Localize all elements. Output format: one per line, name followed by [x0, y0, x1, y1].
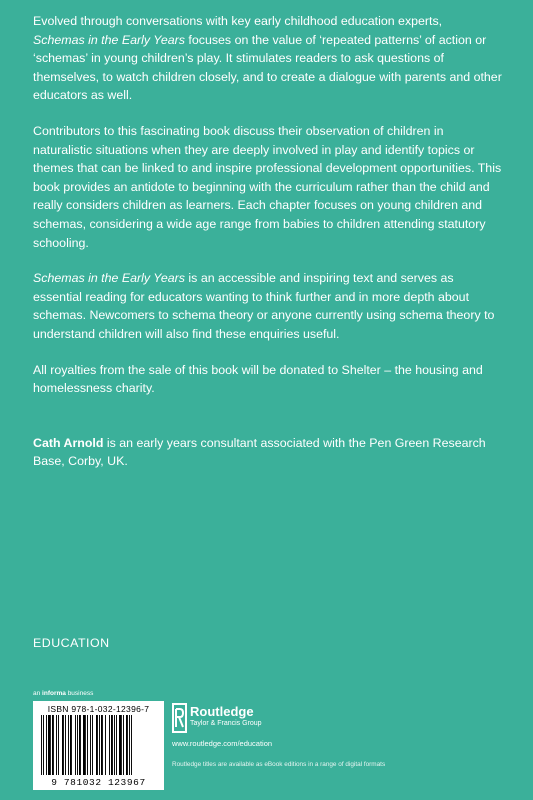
barcode-icon: [39, 715, 158, 775]
book-title: Schemas in the Early Years: [33, 32, 185, 47]
blurb-paragraph-1: Evolved through conversations with key early childhood education experts, Schemas in the Early Years focuses on the value of ‘repeated patterns’ of action or ‘schemas’ in young children’s play. It stimulates readers to ask questions of themselves, to watch children closely, and to create a dialogue with parents and other educators as well.: [33, 14, 502, 103]
routledge-r-icon: [172, 703, 187, 733]
author-bio: Cath Arnold is an early years consultant associated with the Pen Green Research Base, Corby, UK.: [33, 435, 486, 469]
blurb-paragraph-4: All royalties from the sale of this book will be donated to Shelter – the housing and homelessness charity.: [33, 362, 483, 396]
isbn-barcode: [33, 701, 164, 790]
informa-business-tag: an informa business: [33, 690, 94, 697]
back-cover-blurb: [33, 12, 503, 488]
author-name: Cath Arnold: [33, 435, 104, 450]
publisher-name: Routledge: [190, 704, 254, 719]
isbn-label: ISBN 978-1-032-12396-7: [47, 704, 150, 714]
publisher-url: www.routledge.com/education: [172, 739, 273, 748]
ebook-note: Routledge titles are available as eBook editions in a range of digital formats: [172, 761, 386, 768]
barcode-digits: 9 781032 123967: [51, 777, 146, 788]
subject-category: EDUCATION: [33, 636, 110, 650]
blurb-paragraph-3: Schemas in the Early Years is an accessible and inspiring text and serves as essential reading for educators wanting to think further and in more depth about schemas. Newcomers to schema theory or anyone currently using schema theory to understand children will also find these enquiries useful.: [33, 271, 495, 341]
blurb-paragraph-2: Contributors to this fascinating book discuss their observation of children in naturalistic situations when they are deeply involved in play and identify topics or themes that can be linked to and inspire professional development opportunities. This book provides an antidote to beginning with the curriculum rather than the child and really considers children as learners. Each chapter focuses on young children and schemas, considering a wide age range from babies to children attending statutory schooling.: [33, 123, 502, 250]
publisher-group: Taylor & Francis Group: [190, 720, 262, 727]
book-title: Schemas in the Early Years: [33, 271, 185, 286]
